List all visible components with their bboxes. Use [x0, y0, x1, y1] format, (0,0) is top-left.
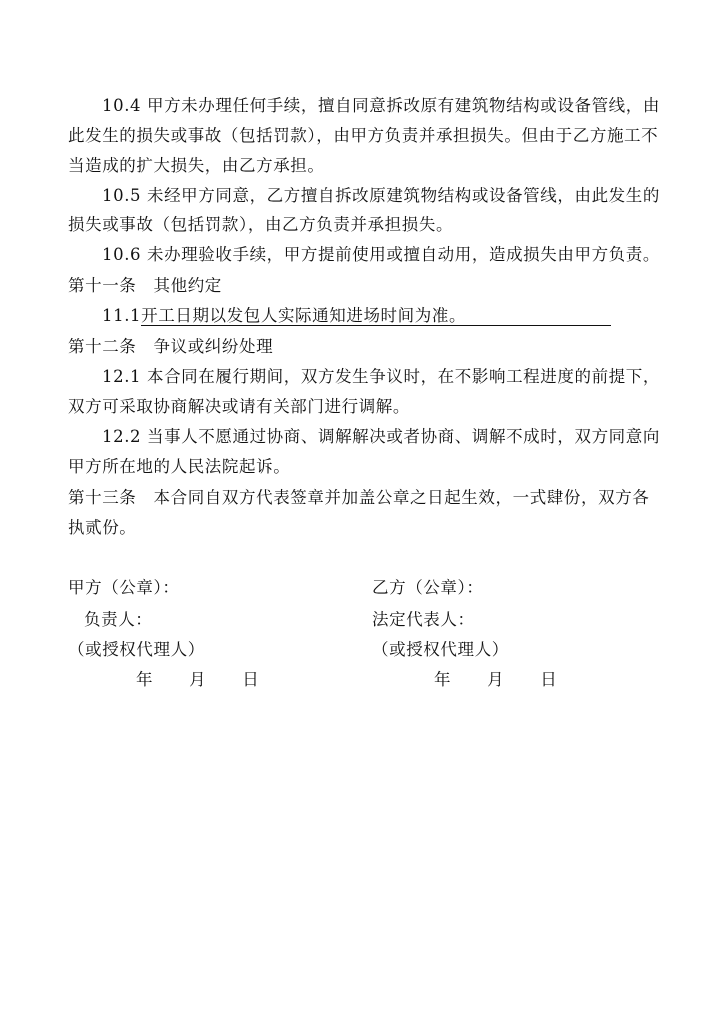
clause-12-1-line-1: 12.1 本合同在履行期间，双方发生争议时，在不影响工程进度的前提下， [102, 367, 660, 386]
party-a-seal-label: 甲方（公章）： [68, 578, 180, 597]
party-b-agent-label: （或授权代理人） [372, 640, 509, 659]
clause-11-1-number: 11.1 [102, 306, 142, 325]
clause-12-2-line-2: 甲方所在地的人民法院起诉。 [68, 457, 291, 476]
party-a-agent-label: （或授权代理人） [68, 640, 205, 659]
party-a-month: 月 [189, 670, 207, 689]
party-b-day: 日 [540, 670, 558, 689]
party-b-date [434, 670, 557, 690]
article-13-line-1: 第十三条 本合同自双方代表签章并加盖公章之日起生效，一式肆份，双方各 [68, 488, 650, 507]
party-b-person-label: 法定代表人： [372, 610, 475, 629]
party-b-year: 年 [434, 670, 452, 689]
clause-11-1 [102, 306, 611, 326]
clause-10-5-line-1: 10.5 未经甲方同意，乙方擅自拆改原建筑物结构或设备管线，由此发生的 [102, 186, 660, 205]
party-a-day: 日 [242, 670, 260, 689]
clause-10-5-line-2: 损失或事故（包括罚款），由乙方负责并承担损失。 [68, 215, 454, 234]
clause-12-2-line-1: 12.2 当事人不愿通过协商、调解解决或者协商、调解不成时，双方同意向 [102, 427, 660, 446]
article-11-title: 第十一条 其他约定 [68, 276, 222, 295]
article-13-line-2: 执贰份。 [68, 518, 137, 537]
clause-10-4-line-2: 此发生的损失或事故（包括罚款），由甲方负责并承担损失。但由于乙方施工不 [68, 126, 659, 145]
party-a-date [136, 670, 259, 690]
article-12-title: 第十二条 争议或纠纷处理 [68, 337, 274, 356]
party-a-person-label: 负责人： [84, 610, 153, 629]
clause-10-4-line-1: 10.4 甲方未办理任何手续，擅自同意拆改原有建筑物结构或设备管线，由 [102, 96, 660, 115]
clause-10-4-line-3: 当造成的扩大损失，由乙方承担。 [68, 156, 325, 175]
party-b-seal-label: 乙方（公章）： [372, 578, 484, 597]
clause-10-6: 10.6 未办理验收手续，甲方提前使用或擅自动用，造成损失由甲方负责。 [102, 245, 660, 264]
party-a-year: 年 [136, 670, 154, 689]
clause-12-1-line-2: 双方可采取协商解决或请有关部门进行调解。 [68, 397, 410, 416]
clause-11-1-underlined-text: 开工日期以发包人实际通知进场时间为准。 [141, 307, 611, 326]
party-b-month: 月 [487, 670, 505, 689]
